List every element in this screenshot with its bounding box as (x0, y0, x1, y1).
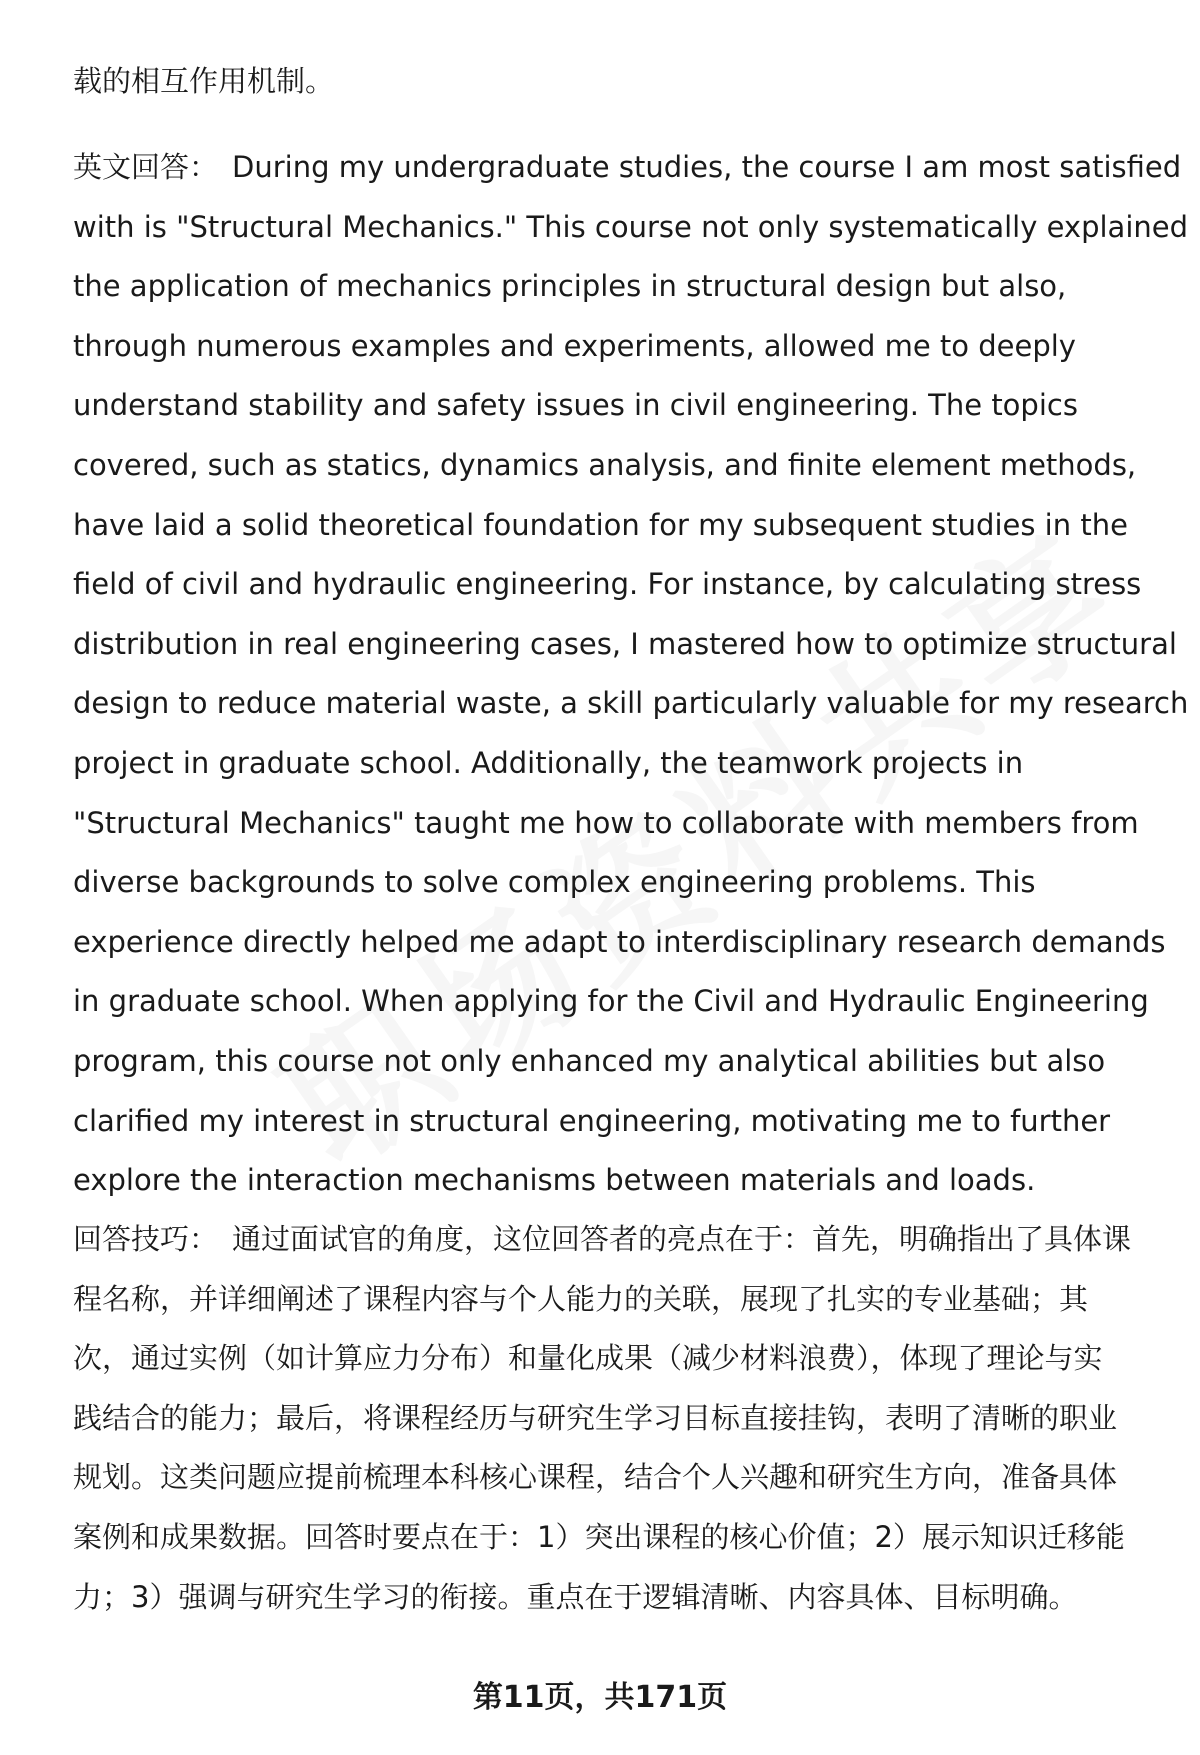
paragraph-line: understand stability and safety issues in civil engineering. The topics (73, 388, 1078, 423)
paragraph-line-text: 通过面试官的角度，这位回答者的亮点在于：首先，明确指出了具体课 (232, 1222, 1132, 1256)
paragraph-line: 程名称，并详细阐述了课程内容与个人能力的关联，展现了扎实的专业基础；其 (73, 1281, 1089, 1316)
paragraph-line: 案例和成果数据。回答时要点在于：1）突出课程的核心价值；2）展示知识迁移能 (73, 1519, 1125, 1554)
paragraph-line: 次，通过实例（如计算应力分布）和量化成果（减少材料浪费），体现了理论与实 (73, 1341, 1103, 1376)
paragraph-line: in graduate school. When applying for the Civil and Hydraulic Engineering (73, 984, 1149, 1019)
paragraph-line: explore the interaction mechanisms between materials and loads. (73, 1163, 1036, 1198)
paragraph-line (73, 1210, 1153, 1270)
paragraph-line: clarified my interest in structural engineering, motivating me to further (73, 1103, 1111, 1138)
english-answer-label: 英文回答： (73, 150, 219, 184)
answer-tips-label: 回答技巧： (73, 1222, 219, 1256)
paragraph-line: project in graduate school. Additionally, the teamwork projects in (73, 745, 1024, 780)
continuation-paragraph (73, 52, 1153, 112)
english-answer-paragraph (73, 138, 1189, 1211)
paragraph-line: 践结合的能力；最后，将课程经历与研究生学习目标直接挂钩，表明了清晰的职业 (73, 1400, 1118, 1435)
paragraph-line: "Structural Mechanics" taught me how to collaborate with members from (73, 805, 1139, 840)
paragraph-line: covered, such as statics, dynamics analysis, and finite element methods, (73, 447, 1137, 482)
paragraph-line: distribution in real engineering cases, I mastered how to optimize structural (73, 626, 1177, 661)
paragraph-line: diverse backgrounds to solve complex engineering problems. This (73, 865, 1036, 900)
paragraph-line: 力；3）强调与研究生学习的衔接。重点在于逻辑清晰、内容具体、目标明确。 (73, 1579, 1078, 1614)
paragraph-line: field of civil and hydraulic engineering. For instance, by calculating stress (73, 567, 1142, 602)
paragraph-line: have laid a solid theoretical foundation for my subsequent studies in the (73, 507, 1128, 542)
paragraph-line: design to reduce material waste, a skill particularly valuable for my research (73, 686, 1189, 721)
page-number: 第11页，共171页 (472, 1680, 728, 1715)
paragraph-line (73, 138, 1182, 198)
paragraph-line: experience directly helped me adapt to interdisciplinary research demands (73, 924, 1166, 959)
paragraph-line: 规划。这类问题应提前梳理本科核心课程，结合个人兴趣和研究生方向，准备具体 (73, 1460, 1118, 1495)
paragraph-line: the application of mechanics principles in structural design but also, (73, 269, 1067, 304)
paragraph-line-text: During my undergraduate studies, the course I am most satisfied (232, 150, 1182, 184)
answer-tips-paragraph (73, 1210, 1153, 1627)
paragraph-line: with is "Structural Mechanics." This course not only systematically explained (73, 209, 1189, 244)
paragraph-line: through numerous examples and experiments, allowed me to deeply (73, 328, 1076, 363)
paragraph-line: program, this course not only enhanced my analytical abilities but also (73, 1043, 1106, 1078)
paragraph-line: 载的相互作用机制。 (73, 64, 335, 98)
